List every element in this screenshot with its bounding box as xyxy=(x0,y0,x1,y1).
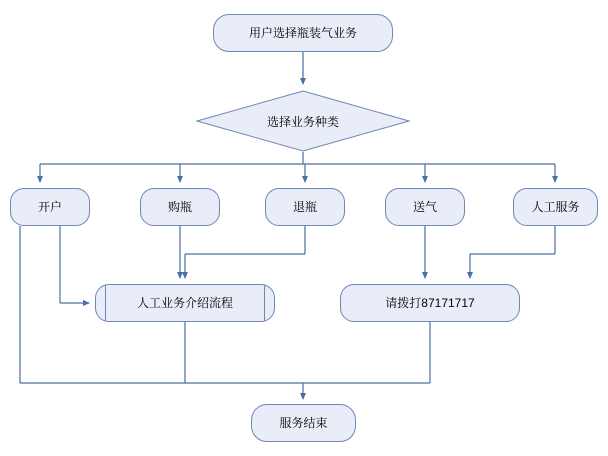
node-return-bottle[interactable] xyxy=(265,188,345,226)
node-open-account-label: 开户 xyxy=(37,199,62,214)
node-start[interactable] xyxy=(213,14,393,52)
predefined-bar-left xyxy=(105,285,106,321)
node-decision[interactable] xyxy=(196,90,410,152)
node-intro-flow[interactable] xyxy=(95,284,275,322)
predefined-bar-right xyxy=(264,285,265,321)
node-deliver-gas[interactable] xyxy=(385,188,465,226)
node-start-label: 用户选择瓶装气业务 xyxy=(248,25,357,40)
node-call-number-label: 请拨打87171717 xyxy=(385,295,475,310)
node-buy-bottle[interactable] xyxy=(140,188,220,226)
node-intro-flow-label: 人工业务介绍流程 xyxy=(136,295,233,310)
node-deliver-gas-label: 送气 xyxy=(412,199,437,214)
node-decision-label: 选择业务种类 xyxy=(266,114,339,129)
node-end[interactable] xyxy=(251,404,356,442)
node-manual-service[interactable] xyxy=(513,188,598,226)
node-buy-bottle-label: 购瓶 xyxy=(167,199,192,214)
node-manual-service-label: 人工服务 xyxy=(531,199,580,214)
node-end-label: 服务结束 xyxy=(279,415,328,430)
node-return-bottle-label: 退瓶 xyxy=(292,199,317,214)
node-call-number[interactable] xyxy=(340,284,520,322)
node-open-account[interactable] xyxy=(10,188,90,226)
